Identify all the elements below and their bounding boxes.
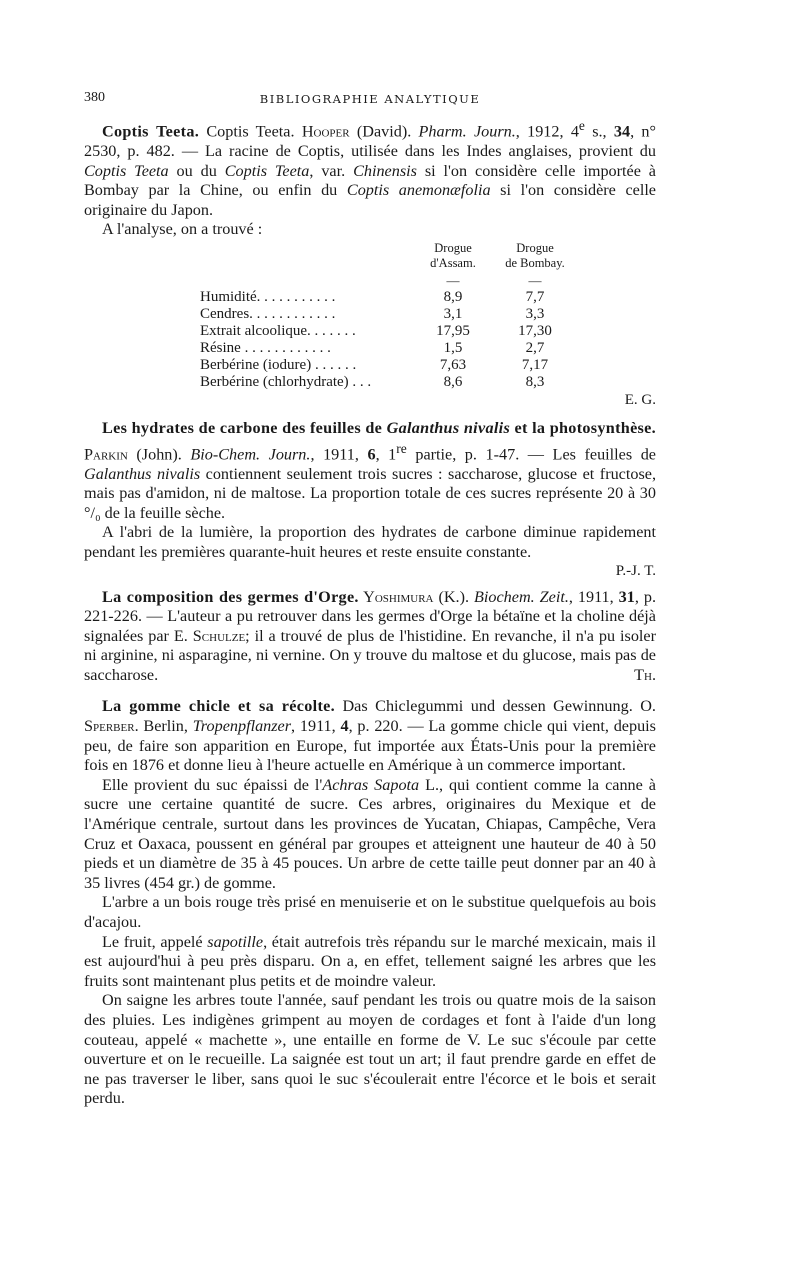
article-coptis-body: Coptis Teeta. Coptis Teeta. Hooper (David). Pharm. Journ., 1912, 4e s., 34, n° 2530, p. 482. — La racine de Coptis, utilisée dans les Indes anglaises, provient du Coptis Teeta ou du Coptis Teeta, var. Chinensis si l'on considère celle importée à Bombay par la Chine, ou enfin du Coptis anemonæfolia si l'on considère celle originaire du Japon. xyxy=(84,118,656,219)
paragraph: L'arbre a un bois rouge très prisé en menuiserie et on le substitue quelquefois au bois d'acajou. xyxy=(84,893,656,931)
journal-name: Pharm. Journ. xyxy=(418,122,516,141)
article-gomme-body: La gomme chicle et sa récolte. Das Chiclegummi und dessen Gewinnung. O. Sperber. Berlin, Tropenpflanzer, 1911, 4, p. 220. — La gomme chicle qui vient, depuis peu, de faire son apparition en Europe, fut importée aux États-Unis pour la première fois en 1876 et donne lieu à l'heure actuelle en Amérique à un commerce important. xyxy=(84,697,656,775)
article-orge xyxy=(84,588,656,686)
col-dash: — xyxy=(528,272,542,288)
analysis-intro: A l'analyse, on a trouvé : xyxy=(102,220,263,239)
analysis-table xyxy=(200,240,576,391)
article-hydrates xyxy=(84,419,656,580)
col-dash: — xyxy=(446,272,460,288)
article-title: Coptis Teeta. xyxy=(102,122,200,141)
page xyxy=(84,90,656,1109)
paragraph: A l'abri de la lumière, la proportion des hydrates de carbone diminue rapidement pendant les premières quarante-huit heures et reste ensuite constante. xyxy=(84,523,656,561)
article-hydrates-body: Les hydrates de carbone des feuilles de Galanthus nivalis et la photosynthèse. Parkin (John). Bio-Chem. Journ., 1911, 6, 1re partie, p. 1-47. — Les feuilles de Galanthus nivalis contiennent seulement trois sucres : saccharose, glucose et fructose, mais pas d'amidon, ni de maltose. La proportion totale de ces sucres représente 20 à 30 °/₀ de la feuille sèche. xyxy=(84,418,656,522)
col-header-assam: Drogue d'Assam. xyxy=(430,240,476,270)
author-name: Hooper xyxy=(301,122,350,141)
volume-number: 4 xyxy=(340,717,349,736)
table-row: Berbérine (iodure) . . . . . . 7,63 7,17 xyxy=(200,356,549,373)
article-orge-body: La composition des germes d'Orge. Yoshimura (K.). Biochem. Zeit., 1911, 31, p. 221-226. — L'auteur a pu retrouver dans les germes d'Orge la bétaïne et la choline déjà signalées par E. Schulze; il a trouvé de plus de l'histidine. En revanche, il n'a pu isoler ni arginine, ni asparagine, ni vernine. On y trouve du maltose et du glucose, mais pas de saccharose. Th. xyxy=(84,587,657,684)
author-name: Parkin xyxy=(84,444,128,463)
page-header xyxy=(84,90,656,112)
paragraph: Le fruit, appelé sapotille, était autrefois très répandu sur le marché mexicain, mais il est aujourd'hui à peu près disparu. On a, en effet, tellement saigné les arbres que les fruits sont maintenant plus petits et de moindre valeur. xyxy=(84,932,657,990)
volume-number: 6 xyxy=(367,444,376,463)
article-title: Les hydrates de carbone des feuilles de Galanthus nivalis et la photosynthèse. xyxy=(102,418,656,437)
article-title: La gomme chicle et sa récolte. xyxy=(102,697,335,716)
signature: E. G. xyxy=(624,391,656,408)
page-number: 380 xyxy=(84,90,105,105)
running-title: BIBLIOGRAPHIE ANALYTIQUE xyxy=(259,92,481,106)
signature: Th. xyxy=(634,665,656,684)
journal-name: Biochem. Zeit. xyxy=(474,587,569,606)
person-name: Schulze xyxy=(192,626,246,645)
table-row: Cendres. . . . . . . . . . . . 3,1 3,3 xyxy=(200,305,545,322)
table-row: Extrait alcoolique. . . . . . . 17,95 17,30 xyxy=(200,322,552,339)
article-title: La composition des germes d'Orge. xyxy=(102,587,359,606)
author-name: Yoshimura xyxy=(358,587,434,606)
paragraph: On saigne les arbres toute l'année, sauf pendant les trois ou quatre mois de la saison des pluies. Les indigènes grimpent au moyen de cordages et font à l'aide d'un long couteau, appelé « machette », une entaille en forme de V. Le suc s'écoule par cette ouverture et on le recueille. La saignée est tout un art; il faut prendre garde en effet de ne pas traverser le liber, sans quoi le suc s'écoulerait entre l'écorce et le bois et serait perdu. xyxy=(84,991,656,1108)
article-gomme xyxy=(84,697,656,1108)
volume-number: 31 xyxy=(618,587,635,606)
table-row: Berbérine (chlorhydrate) . . . 8,6 8,3 xyxy=(200,373,545,390)
col-header-bombay: Drogue de Bombay. xyxy=(505,240,565,270)
volume-number: 34 xyxy=(613,122,631,141)
author-name: Sperber xyxy=(84,717,135,736)
table-row: Humidité. . . . . . . . . . . 8,9 7,7 xyxy=(200,288,545,305)
paragraph: Elle provient du suc épaissi de l'Achras Sapota L., qui contient comme la canne à sucre une certaine quantité de sucre. Ces arbres, originaires du Mexique et de l'Amérique centrale, surtout dans les provinces de Yucatan, Chiapas, Campêche, Vera Cruz et Oaxaca, poussent en général par groupes et atteignent une hauteur de 40 à 50 pieds et un diamètre de 35 à 45 pouces. Un arbre de cette taille peut donner par an 40 à 35 livres (454 gr.) de gomme. xyxy=(84,775,656,892)
signature: P.-J. T. xyxy=(615,562,656,579)
journal-name: Bio-Chem. Journ. xyxy=(190,444,311,463)
article-coptis xyxy=(84,116,656,409)
journal-name: Tropenpflanzer xyxy=(192,717,292,736)
table-row: Résine . . . . . . . . . . . . 1,5 2,7 xyxy=(200,339,545,356)
